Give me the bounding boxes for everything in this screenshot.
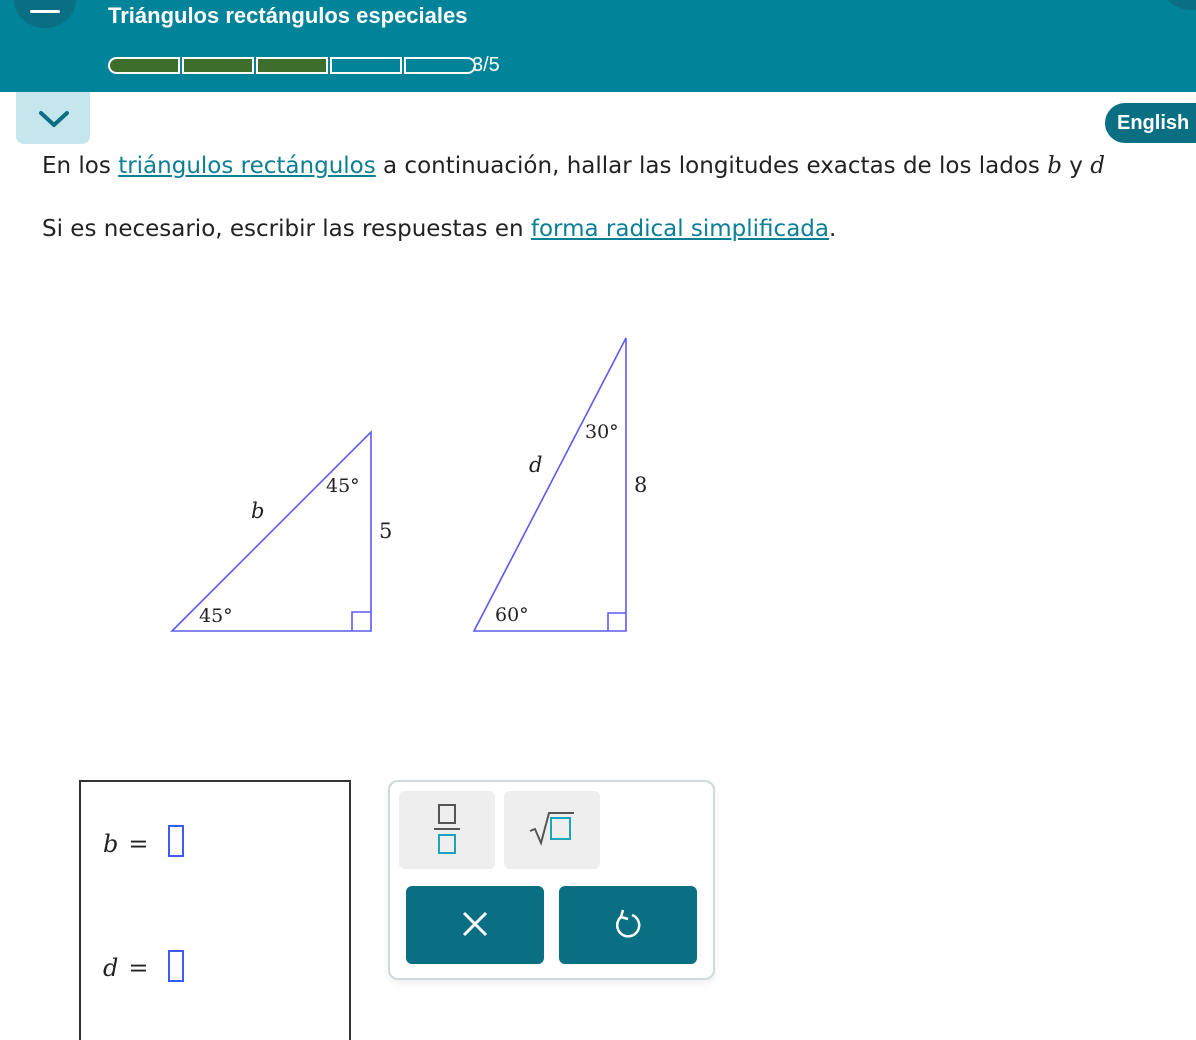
prompt-text: a continuación, hallar las longitudes exactas de los lados [375, 153, 1048, 179]
triangle-outline [172, 432, 371, 631]
clear-button[interactable] [406, 886, 544, 964]
angle-label: 45° [326, 475, 360, 497]
math-keypad [388, 780, 715, 980]
equals-sign: = [128, 954, 149, 982]
fraction-button[interactable] [399, 791, 495, 869]
language-button[interactable]: English [1105, 103, 1196, 143]
prompt-text: Si es necesario, escribir las respuestas en [42, 216, 531, 242]
square-root-button[interactable] [504, 791, 600, 869]
square-root-icon [504, 791, 600, 869]
hypotenuse-label: d [529, 453, 543, 477]
answer-variable: d [103, 954, 119, 982]
triangle-30-60-90 [474, 338, 647, 631]
triangle-45-45-90 [172, 432, 392, 631]
answer-row-d [103, 954, 148, 982]
d-answer-input[interactable] [168, 950, 184, 982]
prompt-text: . [828, 216, 837, 242]
b-answer-input[interactable] [168, 825, 184, 857]
side-label: 5 [379, 519, 393, 543]
answer-row-b [103, 830, 148, 858]
angle-label: 30° [585, 421, 619, 443]
undo-button[interactable] [559, 886, 697, 964]
equals-sign: = [128, 830, 149, 858]
variable-b: b [1047, 153, 1062, 179]
angle-label: 45° [199, 605, 233, 627]
right-triangles-link[interactable]: triángulos rectángulos [118, 153, 376, 179]
triangle-outline [474, 338, 626, 631]
angle-label: 60° [495, 604, 529, 626]
answer-panel [79, 780, 351, 1040]
progress-count: 3/5 [472, 54, 500, 76]
undo-icon [559, 886, 697, 964]
clear-icon [406, 886, 544, 964]
fraction-icon [399, 791, 495, 869]
prompt-text: y [1061, 153, 1091, 179]
topic-title: Triángulos rectángulos especiales [108, 3, 468, 28]
prompt-text: En los [42, 153, 119, 179]
right-angle-marker [352, 612, 371, 631]
side-label: 8 [634, 473, 648, 497]
right-angle-marker [608, 613, 626, 631]
variable-d: d [1090, 153, 1105, 179]
hypotenuse-label: b [251, 499, 265, 523]
answer-variable: b [103, 830, 119, 858]
simplified-radical-link[interactable]: forma radical simplificada [530, 216, 829, 242]
